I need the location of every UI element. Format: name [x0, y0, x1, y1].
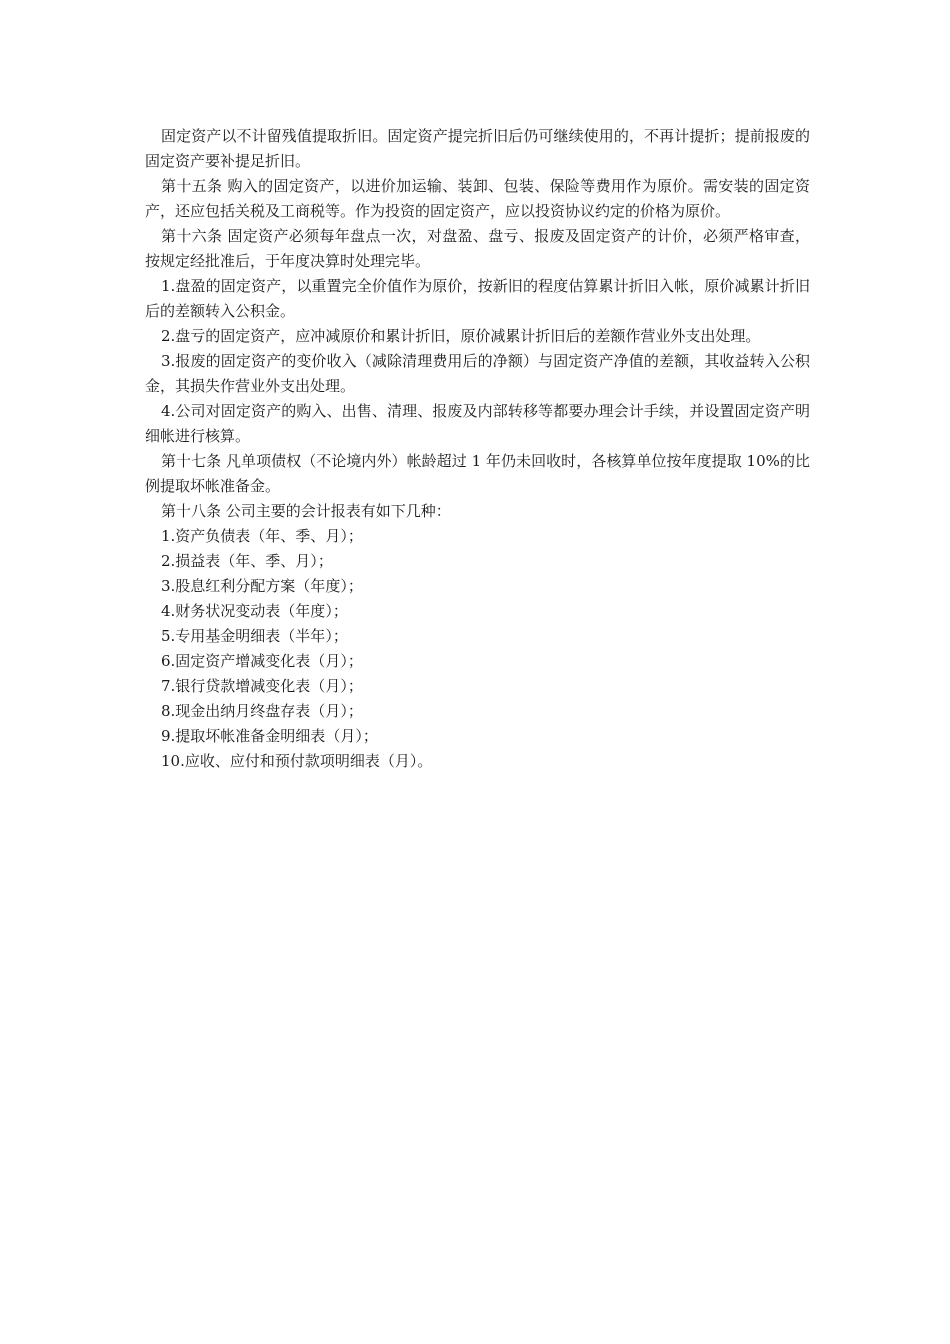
list-item-report-7: 7.银行贷款增减变化表（月）；: [161, 677, 363, 695]
paragraph-article-15: 第十五条 购入的固定资产，以进价加运输、装卸、包装、保险等费用作为原价。需安装的固定资产，还应包括关税及工商税等。作为投资的固定资产，应以投资协议约定的价格为原价。: [145, 177, 810, 220]
list-item-report-5: 5.专用基金明细表（半年）；: [161, 627, 348, 645]
list-item-report-3: 3.股息红利分配方案（年度）；: [161, 577, 363, 595]
document-body: [145, 124, 810, 774]
paragraph-item-4: 4.公司对固定资产的购入、出售、清理、报废及内部转移等都要办理会计手续，并设置固定资产明细帐进行核算。: [145, 402, 810, 445]
list-item-report-2: 2.损益表（年、季、月）；: [161, 552, 333, 570]
paragraph-item-3: 3.报废的固定资产的变价收入（减除清理费用后的净额）与固定资产净值的差额，其收益转入公积金，其损失作营业外支出处理。: [145, 352, 810, 395]
list-item-report-10: 10.应收、应付和预付款项明细表（月）。: [161, 752, 433, 770]
list-item-report-1: 1.资产负债表（年、季、月）；: [161, 527, 363, 545]
paragraph-article-17: 第十七条 凡单项债权（不论境内外）帐龄超过 1 年仍未回收时，各核算单位按年度提取 10%的比例提取坏帐准备金。: [145, 452, 810, 495]
list-item-report-4: 4.财务状况变动表（年度）；: [161, 602, 348, 620]
list-item-report-6: 6.固定资产增减变化表（月）；: [161, 652, 363, 670]
paragraph-depreciation: 固定资产以不计留残值提取折旧。固定资产提完折旧后仍可继续使用的，不再计提折；提前报废的固定资产要补提足折旧。: [145, 127, 810, 170]
paragraph-item-2: 2.盘亏的固定资产，应冲减原价和累计折旧，原价减累计折旧后的差额作营业外支出处理。: [161, 327, 761, 345]
list-item-report-8: 8.现金出纳月终盘存表（月）；: [161, 702, 363, 720]
paragraph-article-16: 第十六条 固定资产必须每年盘点一次，对盘盈、盘亏、报废及固定资产的计价，必须严格审查，按规定经批准后，于年度决算时处理完毕。: [145, 227, 810, 270]
paragraph-article-18: 第十八条 公司主要的会计报表有如下几种：: [161, 502, 451, 520]
list-item-report-9: 9.提取坏帐准备金明细表（月）；: [161, 727, 378, 745]
paragraph-item-1: 1.盘盈的固定资产，以重置完全价值作为原价，按新旧的程度估算累计折旧入帐，原价减累计折旧后的差额转入公积金。: [145, 277, 810, 320]
